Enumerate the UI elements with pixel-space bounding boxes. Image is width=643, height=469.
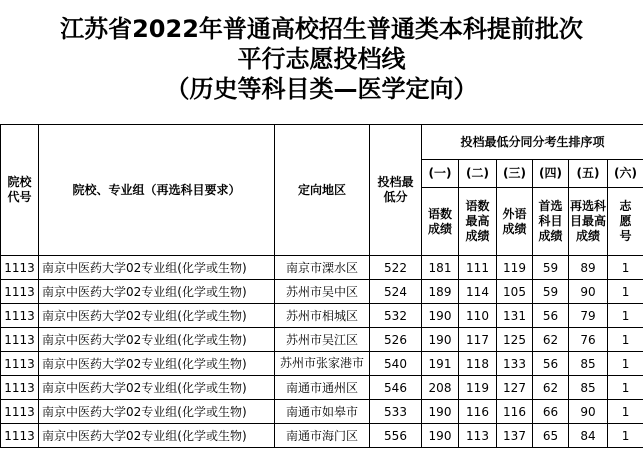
cell-c4: 56 (533, 352, 569, 376)
cell-c1: 208 (422, 376, 459, 400)
cell-c6: 1 (608, 400, 643, 424)
header-name: 院校、专业组（再选科目要求） (39, 125, 275, 256)
cell-name: 南京中医药大学02专业组(化学或生物) (39, 256, 275, 280)
cell-c4: 59 (533, 256, 569, 280)
cell-name: 南京中医药大学02专业组(化学或生物) (39, 376, 275, 400)
cell-c5: 89 (569, 256, 608, 280)
cell-code: 1113 (1, 280, 39, 304)
cell-c6: 1 (608, 304, 643, 328)
table-row (1, 376, 643, 400)
header-rank-3: (三) (497, 160, 533, 188)
cell-code: 1113 (1, 352, 39, 376)
cell-name: 南京中医药大学02专业组(化学或生物) (39, 304, 275, 328)
table-row (1, 304, 643, 328)
cell-code: 1113 (1, 256, 39, 280)
header-rank-6: (六) (608, 160, 643, 188)
header-rank-1: (一) (422, 160, 459, 188)
header-rank-5: (五) (569, 160, 608, 188)
cell-name: 南京中医药大学02专业组(化学或生物) (39, 400, 275, 424)
admission-table (0, 124, 643, 448)
cell-c2: 116 (459, 400, 497, 424)
cell-c5: 85 (569, 352, 608, 376)
cell-region: 苏州市张家港市 (275, 352, 370, 376)
title-line-1: 江苏省2022年普通高校招生普通类本科提前批次 (60, 15, 583, 43)
cell-c3: 127 (497, 376, 533, 400)
header-rank-2: (二) (459, 160, 497, 188)
cell-c5: 90 (569, 400, 608, 424)
cell-c3: 131 (497, 304, 533, 328)
cell-c6: 1 (608, 280, 643, 304)
cell-c2: 110 (459, 304, 497, 328)
cell-c2: 111 (459, 256, 497, 280)
cell-region: 苏州市吴江区 (275, 328, 370, 352)
cell-c2: 118 (459, 352, 497, 376)
cell-region: 南通市海门区 (275, 424, 370, 448)
title-line-2: 平行志愿投档线 (237, 45, 406, 73)
cell-c1: 181 (422, 256, 459, 280)
cell-c5: 90 (569, 280, 608, 304)
cell-c6: 1 (608, 352, 643, 376)
cell-c2: 119 (459, 376, 497, 400)
cell-name: 南京中医药大学02专业组(化学或生物) (39, 424, 275, 448)
cell-score: 540 (370, 352, 422, 376)
cell-c5: 84 (569, 424, 608, 448)
cell-c4: 59 (533, 280, 569, 304)
header-tie-group: 投档最低分同分考生排序项 (422, 125, 643, 160)
cell-c5: 76 (569, 328, 608, 352)
cell-c1: 191 (422, 352, 459, 376)
header-min-score: 投档最低分 (370, 125, 422, 256)
cell-c6: 1 (608, 328, 643, 352)
cell-score: 546 (370, 376, 422, 400)
header-region: 定向地区 (275, 125, 370, 256)
cell-c5: 85 (569, 376, 608, 400)
cell-c5: 79 (569, 304, 608, 328)
cell-name: 南京中医药大学02专业组(化学或生物) (39, 280, 275, 304)
cell-c1: 190 (422, 328, 459, 352)
cell-c2: 114 (459, 280, 497, 304)
cell-region: 南京市溧水区 (275, 256, 370, 280)
cell-c2: 113 (459, 424, 497, 448)
cell-score: 522 (370, 256, 422, 280)
header-sub-2: 语数最高成绩 (459, 188, 497, 256)
title-block (0, 0, 643, 124)
table-row (1, 328, 643, 352)
cell-score: 524 (370, 280, 422, 304)
cell-score: 526 (370, 328, 422, 352)
cell-name: 南京中医药大学02专业组(化学或生物) (39, 352, 275, 376)
cell-score: 533 (370, 400, 422, 424)
title-line-3: （历史等科目类—医学定向） (165, 75, 478, 103)
cell-region: 南通市通州区 (275, 376, 370, 400)
cell-region: 苏州市吴中区 (275, 280, 370, 304)
cell-c4: 66 (533, 400, 569, 424)
cell-region: 苏州市相城区 (275, 304, 370, 328)
header-sub-4: 首选科目成绩 (533, 188, 569, 256)
cell-c3: 137 (497, 424, 533, 448)
cell-c1: 189 (422, 280, 459, 304)
cell-c1: 190 (422, 304, 459, 328)
cell-code: 1113 (1, 304, 39, 328)
header-sub-1: 语数成绩 (422, 188, 459, 256)
cell-c3: 125 (497, 328, 533, 352)
cell-score: 532 (370, 304, 422, 328)
table-row (1, 352, 643, 376)
header-rank-4: (四) (533, 160, 569, 188)
cell-code: 1113 (1, 376, 39, 400)
cell-c6: 1 (608, 256, 643, 280)
cell-c2: 117 (459, 328, 497, 352)
cell-c4: 56 (533, 304, 569, 328)
cell-code: 1113 (1, 424, 39, 448)
cell-c4: 62 (533, 376, 569, 400)
cell-c6: 1 (608, 424, 643, 448)
cell-c3: 133 (497, 352, 533, 376)
header-sub-3: 外语成绩 (497, 188, 533, 256)
cell-name: 南京中医药大学02专业组(化学或生物) (39, 328, 275, 352)
cell-c3: 116 (497, 400, 533, 424)
table-row (1, 400, 643, 424)
cell-score: 556 (370, 424, 422, 448)
cell-c1: 190 (422, 400, 459, 424)
cell-c3: 105 (497, 280, 533, 304)
cell-c1: 190 (422, 424, 459, 448)
cell-c3: 119 (497, 256, 533, 280)
cell-region: 南通市如皋市 (275, 400, 370, 424)
cell-code: 1113 (1, 400, 39, 424)
table-row (1, 256, 643, 280)
cell-c4: 65 (533, 424, 569, 448)
table-row (1, 424, 643, 448)
cell-code: 1113 (1, 328, 39, 352)
header-sub-6: 志愿号 (608, 188, 643, 256)
table-row (1, 280, 643, 304)
header-sub-5: 再选科目最高成绩 (569, 188, 608, 256)
cell-c6: 1 (608, 376, 643, 400)
header-code: 院校代号 (1, 125, 39, 256)
cell-c4: 62 (533, 328, 569, 352)
